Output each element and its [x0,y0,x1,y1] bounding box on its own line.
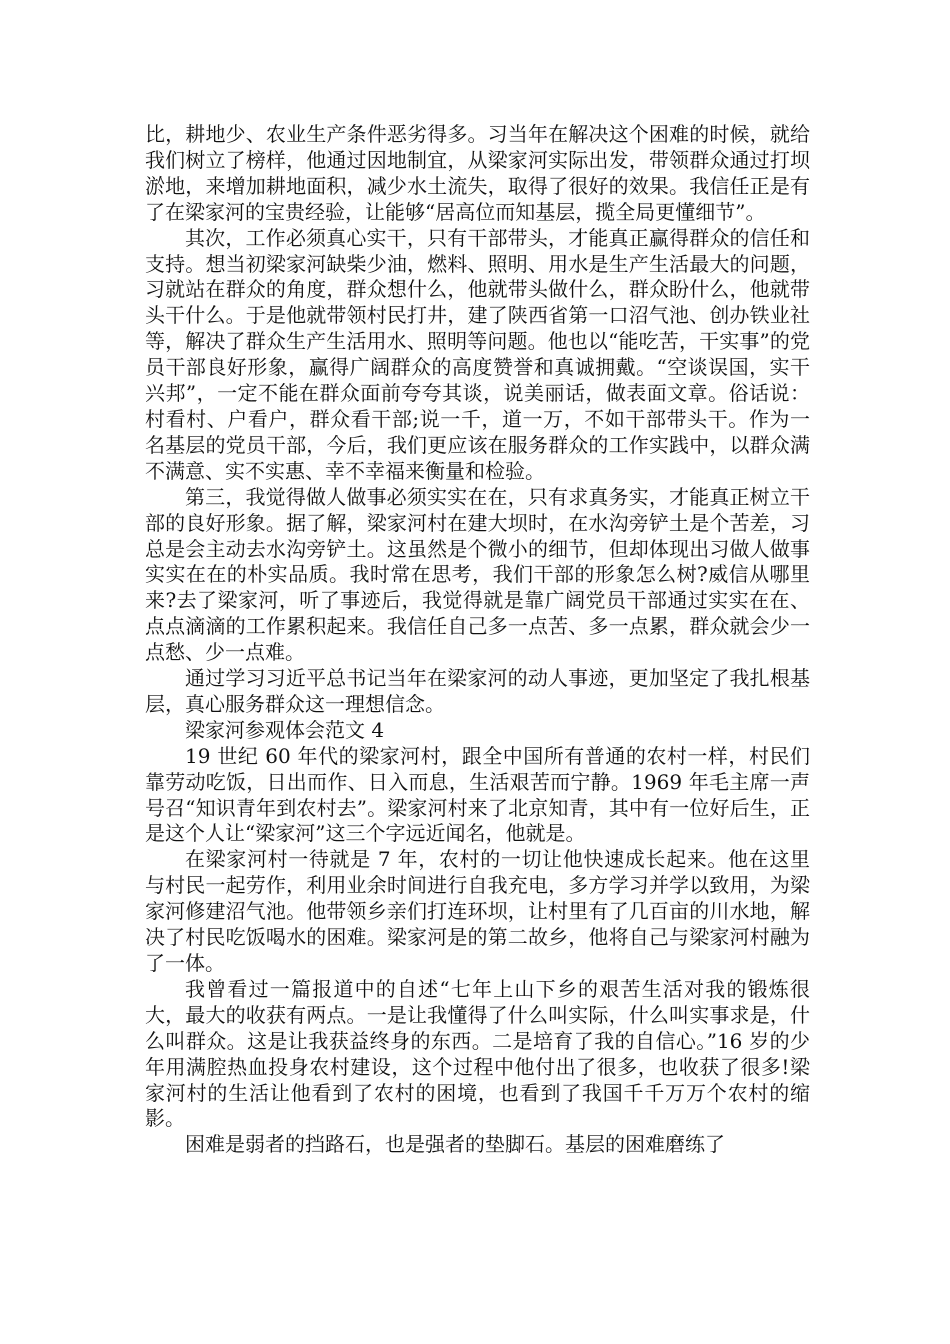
paragraph-conclusion: 通过学习习近平总书记当年在梁家河的动人事迹，更加坚定了我扎根基层，真心服务群众这一理想信念。 [145,666,810,716]
paragraph-continuation: 比，耕地少、农业生产条件恶劣得多。习当年在解决这个困难的时候，就给我们树立了榜样，他通过因地制宜，从梁家河实际出发，带领群众通过打坝淤地，来增加耕地面积，减少水土流失，取得了很好的效果。我信任正是有了在梁家河的宝贵经验，让能够“居高位而知基层，揽全局更懂细节”。 [145,122,810,224]
paragraph-village-history: 19 世纪 60 年代的梁家河村，跟全中国所有普通的农村一样，村民们靠劳动吃饭，日出而作、日入而息，生活艰苦而宁静。1969 年毛主席一声号召“知识青年到农村去”。梁家河村来了北京知青，其中有一位好后生，正是这个人让“梁家河”这三个字远近闻名，他就是。 [145,743,810,846]
paragraph-work-sincerely: 其次，工作必须真心实干，只有干部带头，才能真正赢得群众的信任和支持。想当初梁家河缺柴少油，燃料、照明、用水是生产生活最大的问题，习就站在群众的角度，群众想什么，他就带头做什么，群众盼什么，他就带头干什么。于是他就带领村民打井，建了陕西省第一口沼气池、创办铁业社等，解决了群众生产生活用水、照明等问题。他也以“能吃苦，干实事”的党员干部良好形象，赢得广阔群众的高度赞誉和真诚拥戴。“空谈误国，实干兴邦”，一定不能在群众面前夸夸其谈，说美丽话，做表面文章。俗话说：村看村、户看户，群众看干部;说一千，道一万，不如干部带头干。作为一名基层的党员干部，今后，我们更应该在服务群众的工作实践中，以群众满不满意、实不实惠、幸不幸福来衡量和检验。 [145,225,810,483]
section-heading: 梁家河参观体会范文 4 [185,717,385,742]
paragraph-third-point: 第三，我觉得做人做事必须实实在在，只有求真务实，才能真正树立干部的良好形象。据了解，梁家河村在建大坝时，在水沟旁铲土是个苦差，习总是会主动去水沟旁铲土。这虽然是个微小的细节，但却体现出习做人做事实实在在的朴实品质。我时常在思考，我们干部的形象怎么树?威信从哪里来?去了梁家河，听了事迹后，我觉得就是靠广阔党员干部通过实实在在、点点滴滴的工作累积起来。我信任自己多一点苦、多一点累，群众就会少一点愁、少一点难。 [145,484,810,665]
document-body [145,122,810,1158]
paragraph-self-account: 我曾看过一篇报道中的自述“七年上山下乡的艰苦生活对我的锻炼很大，最大的收获有两点。一是让我懂得了什么叫实际，什么叫实事求是，什么叫群众。这是让我获益终身的东西。二是培育了我的自信心。”16 岁的少年用满腔热血投身农村建设，这个过程中他付出了很多，也收获了很多!梁家河村的生活让他看到了农村的困境，也看到了我国千千万万个农村的缩影。 [145,976,810,1131]
paragraph-difficulty: 困难是弱者的挡路石，也是强者的垫脚石。基层的困难磨练了 [185,1132,725,1157]
paragraph-seven-years: 在梁家河村一待就是 7 年，农村的一切让他快速成长起来。他在这里与村民一起劳作，利用业余时间进行自我充电，多方学习并学以致用，为梁家河修建沼气池。他带领乡亲们打连环坝，让村里有了几百亩的川水地，解决了村民吃饭喝水的困难。梁家河是的第二故乡，他将自己与梁家河村融为了一体。 [145,847,810,975]
